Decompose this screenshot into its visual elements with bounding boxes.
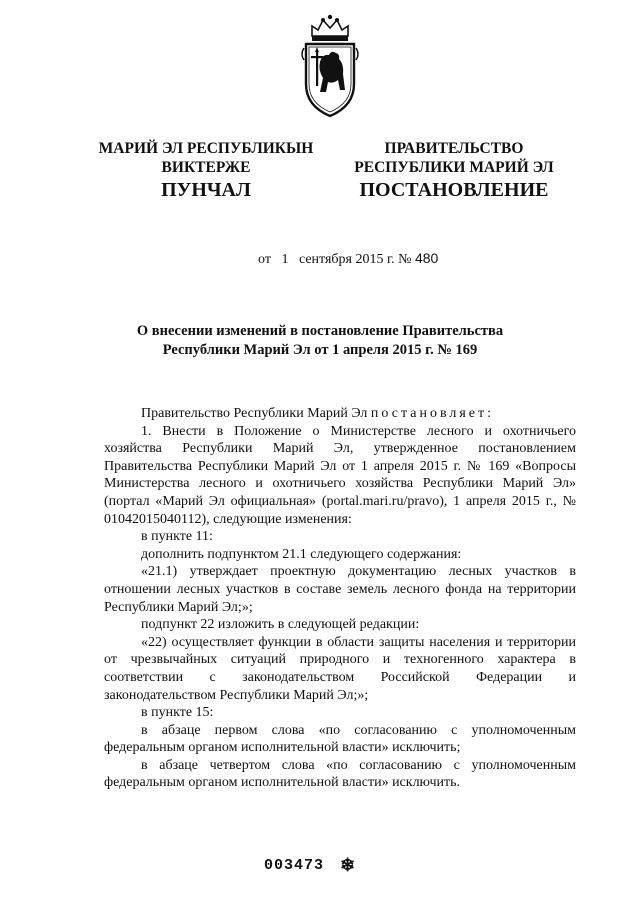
document-number: 480 (414, 250, 439, 266)
intro-paragraph (104, 405, 576, 423)
header-right-title (346, 139, 562, 177)
coat-of-arms-emblem (298, 14, 362, 118)
body-paragraph: в пункте 11: (141, 529, 213, 545)
document-title (100, 322, 540, 360)
header-left-doc-type: ПУНЧАЛ (161, 179, 251, 201)
header-left-line2: ВИКТЕРЖЕ (161, 159, 251, 176)
body-paragraph: «21.1) утверждает проектную документацию лесных участков в отношении лесных участков в составе земель лесного фонда на территории Республики Марий Эл;»; (104, 564, 576, 615)
form-serial-number: 003473 (264, 857, 325, 874)
body-paragraph: в пункте 15: (141, 705, 214, 721)
body-paragraph: в абзаце первом слова «по согласованию с уполномоченным федеральным органом исполнительной власти» исключить; (104, 722, 576, 756)
document-date-line (258, 250, 438, 268)
body-paragraph: дополнить подпунктом 21.1 следующего содержания: (141, 546, 462, 562)
header-right-line2: РЕСПУБЛИКИ МАРИЙ ЭЛ (354, 159, 554, 176)
body-paragraph: «22) осуществляет функции в области защиты населения и территории от чрезвычайных ситуаций природного и техногенного характера в соответствии с законодательством Российской Федерации и законодательством Республики Марий Эл;»; (104, 634, 576, 703)
body-paragraph: 1. Внести в Положение о Министерстве лесного и охотничьего хозяйства Республики Марий Эл, утвержденное постановлением Правительства Республики Марий Эл от 1 апреля 2015 г. № 169 «Вопросы Министерства лесного и охотничьего хозяйства Республики Марий Эл» (портал «Марий Эл официальная» (portal.mari.ru/pravo), 1 апреля 2015 г., № 01042015040112), следующие изменения: (104, 423, 576, 527)
date-prefix: от (258, 252, 271, 267)
header-right-doc-type: ПОСТАНОВЛЕНИЕ (359, 179, 549, 201)
header-right-line1: ПРАВИТЕЛЬСТВО (384, 140, 524, 157)
title-line2: Республики Марий Эл от 1 апреля 2015 г. № 169 (162, 342, 478, 358)
body-paragraph: в абзаце четвертом слова «по согласованию с уполномоченным федеральным органом исполнительной власти» исключить. (104, 757, 576, 791)
body-paragraph: подпункт 22 изложить в следующей редакции: (141, 617, 420, 633)
title-line1: О внесении изменений в постановление Правительства (136, 323, 504, 339)
header-left-title (88, 139, 324, 177)
date-day: 1 (281, 252, 289, 267)
intro-text: Правительство Республики Марий Эл (141, 406, 368, 421)
document-body (104, 405, 576, 792)
header-left-line1: МАРИЙ ЭЛ РЕСПУБЛИКЫН (98, 140, 314, 157)
date-rest: сентября 2015 г. № (298, 252, 412, 267)
intro-decree-word: постановляет: (370, 406, 495, 421)
footer-mark: ❄ (340, 855, 356, 875)
